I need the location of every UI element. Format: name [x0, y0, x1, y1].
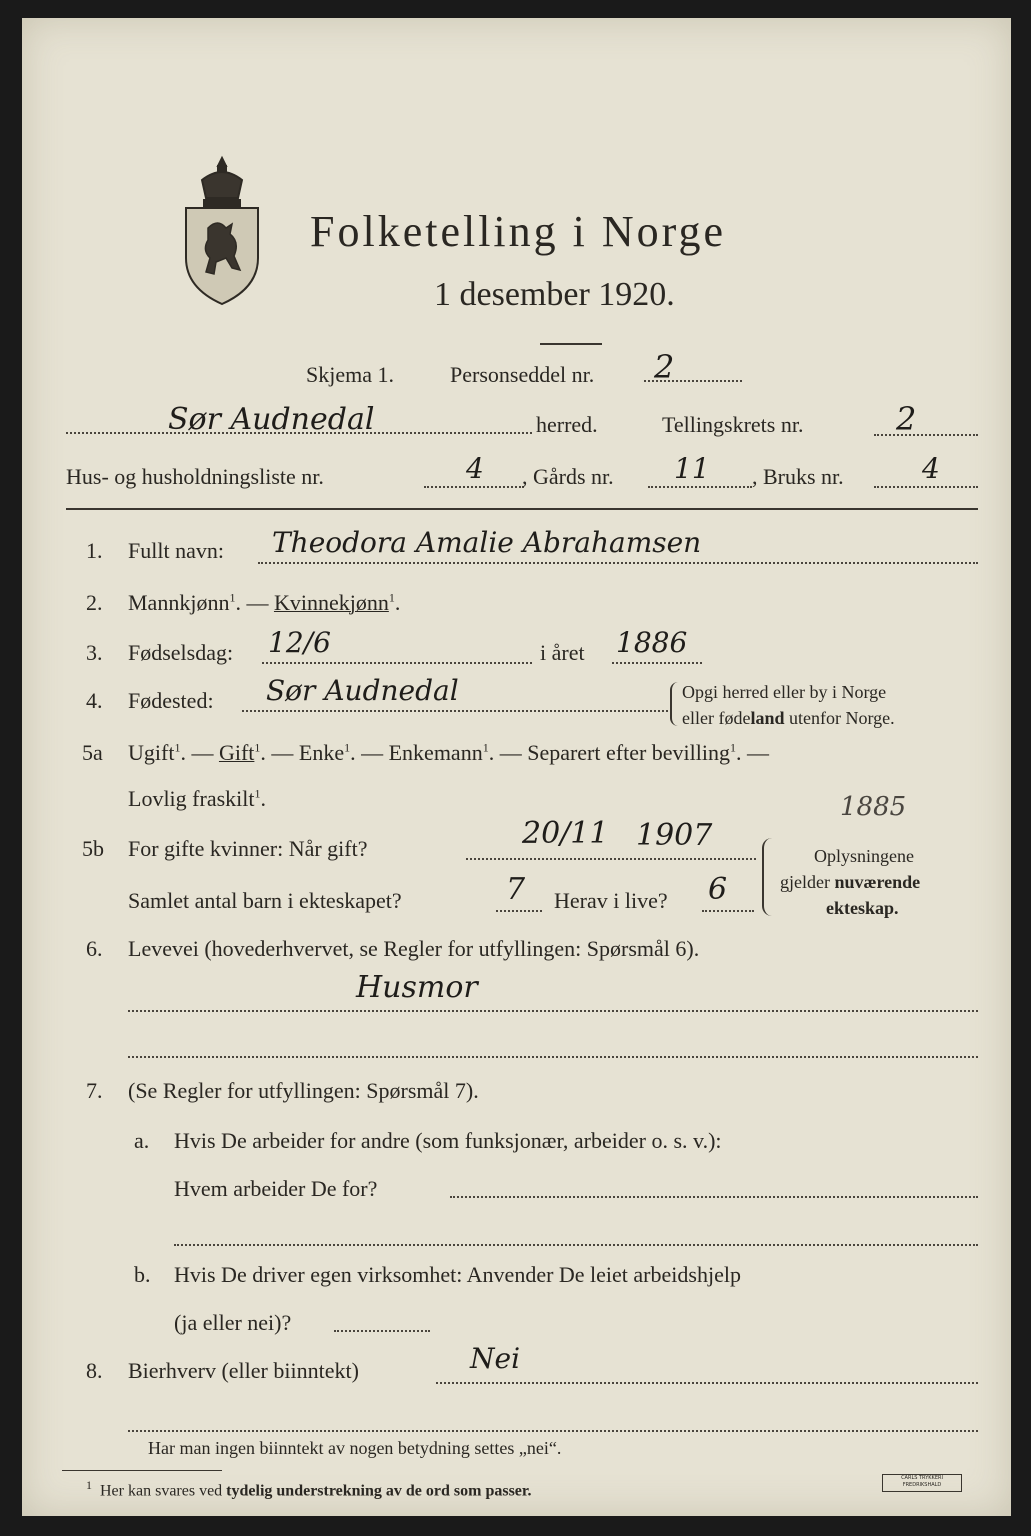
bruks-value[interactable]: 4	[922, 452, 940, 485]
gards-value[interactable]: 11	[674, 452, 710, 485]
census-date: 1 desember 1920.	[434, 276, 675, 313]
gards-label: , Gårds nr.	[522, 464, 614, 489]
marriage-note-3: ekteskap.	[826, 898, 899, 918]
q2-number: 2.	[86, 590, 103, 615]
marriage-note-brace	[762, 838, 772, 916]
occupation-value[interactable]: Husmor	[356, 970, 478, 1005]
children-line	[496, 910, 542, 912]
herred-value[interactable]: Sør Audnedal	[168, 402, 375, 437]
status-separert[interactable]: Separert efter bevilling	[527, 740, 731, 765]
q7-label: (Se Regler for utfyllingen: Spørsmål 7).	[128, 1078, 479, 1103]
birth-year-value[interactable]: 1886	[616, 626, 688, 659]
q1-number: 1.	[86, 538, 103, 563]
birthplace-note-brace	[670, 682, 678, 726]
q4-number: 4.	[86, 688, 103, 713]
hus-line	[424, 486, 524, 488]
printer-stamp: CARLS TRYKKERI FREDRIKSHALD	[882, 1474, 962, 1492]
employer-line-1[interactable]	[450, 1196, 978, 1198]
tellingskrets-label: Tellingskrets nr.	[662, 412, 804, 437]
employer-line-2[interactable]	[174, 1244, 978, 1246]
gender-male[interactable]: Mannkjønn	[128, 590, 230, 615]
tellingskrets-line	[874, 434, 978, 436]
side-income-value[interactable]: Nei	[470, 1342, 521, 1375]
q7a-letter: a.	[134, 1128, 150, 1153]
bruks-line	[874, 486, 978, 488]
gards-line	[648, 486, 752, 488]
marriage-note-1: Oplysningene	[814, 846, 914, 866]
married-when-label: For gifte kvinner: Når gift?	[128, 836, 368, 861]
side-income-line-1	[436, 1382, 978, 1384]
form-title: Folketelling i Norge	[310, 207, 727, 256]
full-name-line	[258, 562, 978, 564]
title-divider	[540, 343, 602, 345]
status-ugift[interactable]: Ugift	[128, 740, 175, 765]
hired-help-label: (ja eller nei)?	[174, 1310, 292, 1335]
married-date-value[interactable]: 20/11	[522, 816, 609, 851]
q7a-label: Hvis De arbeider for andre (som funksjonær, arbeider o. s. v.):	[174, 1128, 722, 1153]
status-enkemann[interactable]: Enkemann	[388, 740, 483, 765]
herred-label: herred.	[536, 412, 598, 437]
married-year-value[interactable]: 1907	[636, 818, 713, 853]
status-fraskilt-line: Lovlig fraskilt$^1$.	[128, 786, 266, 811]
q8-label: Bierhverv (eller biinntekt)	[128, 1358, 359, 1383]
status-fraskilt[interactable]: Lovlig fraskilt	[128, 786, 255, 811]
living-line	[702, 910, 754, 912]
occupation-line-2	[128, 1056, 978, 1058]
full-name-value[interactable]: Theodora Amalie Abrahamsen	[272, 526, 702, 559]
herred-line	[66, 432, 532, 434]
q5a-number: 5a	[82, 740, 103, 765]
norway-coat-of-arms-icon	[178, 150, 266, 306]
married-line	[466, 858, 756, 860]
header-separator	[66, 508, 978, 510]
gender-options: Mannkjønn$^1$. — Kvinnekjønn$^1$.	[128, 590, 401, 615]
birthday-line	[262, 662, 532, 664]
marital-status-options: Ugift$^1$. — Gift$^1$. — Enke$^1$. — Enkemann$^1$. — Separert efter bevilling$^1$. —	[128, 740, 770, 765]
skjema-label: Skjema 1.	[306, 362, 394, 387]
status-enke[interactable]: Enke	[298, 740, 345, 765]
birthplace-note-1: Opgi herred eller by i Norge	[682, 682, 887, 702]
q3-label: Fødselsdag:	[128, 640, 234, 665]
q3-number: 3.	[86, 640, 103, 665]
marriage-note-2: gjelder nuværende	[780, 872, 921, 892]
children-value[interactable]: 7	[506, 872, 526, 907]
employer-label: Hvem arbeider De for?	[174, 1176, 378, 1201]
hired-help-line[interactable]	[334, 1330, 430, 1332]
personseddel-line	[644, 380, 742, 382]
q4-label: Fødested:	[128, 688, 214, 713]
q7-number: 7.	[86, 1078, 103, 1103]
q6-label: Levevei (hovederhvervet, se Regler for utfyllingen: Spørsmål 6).	[128, 936, 700, 961]
living-value[interactable]: 6	[708, 872, 728, 907]
personseddel-value[interactable]: 2	[654, 348, 675, 386]
q8-number: 8.	[86, 1358, 103, 1383]
living-label: Herav i live?	[554, 888, 668, 913]
birthday-value[interactable]: 12/6	[268, 626, 331, 659]
bruks-label: , Bruks nr.	[752, 464, 844, 489]
birthplace-value[interactable]: Sør Audnedal	[266, 674, 459, 707]
q5b-number: 5b	[82, 836, 104, 861]
q6-number: 6.	[86, 936, 103, 961]
status-gift[interactable]: Gift	[218, 740, 255, 765]
birthplace-note-2: eller fødeland utenfor Norge.	[682, 708, 895, 728]
footnote-rule	[62, 1470, 222, 1471]
q1-label: Fullt navn:	[128, 538, 224, 563]
personseddel-label: Personseddel nr.	[450, 362, 595, 387]
hus-value[interactable]: 4	[466, 452, 484, 485]
tellingskrets-value[interactable]: 2	[896, 400, 917, 438]
census-form-page	[22, 18, 1011, 1516]
side-income-line-2	[128, 1430, 978, 1432]
hus-label: Hus- og husholdningsliste nr.	[66, 464, 324, 489]
occupation-line-1	[128, 1010, 978, 1012]
q7b-label: Hvis De driver egen virksomhet: Anvender De leiet arbeidshjelp	[174, 1262, 741, 1287]
footnote: $^1$ Her kan svares ved tydelig understrekning av de ord som passer.	[86, 1478, 532, 1500]
footer-note: Har man ingen biinntekt av nogen betydning settes „nei“.	[148, 1438, 562, 1458]
gender-female[interactable]: Kvinnekjønn	[273, 590, 389, 615]
margin-note-year: 1885	[840, 792, 907, 822]
birthplace-line	[242, 710, 668, 712]
birth-year-label: i året	[540, 640, 585, 665]
children-label: Samlet antal barn i ekteskapet?	[128, 888, 402, 913]
q7b-letter: b.	[134, 1262, 151, 1287]
birth-year-line	[612, 662, 702, 664]
